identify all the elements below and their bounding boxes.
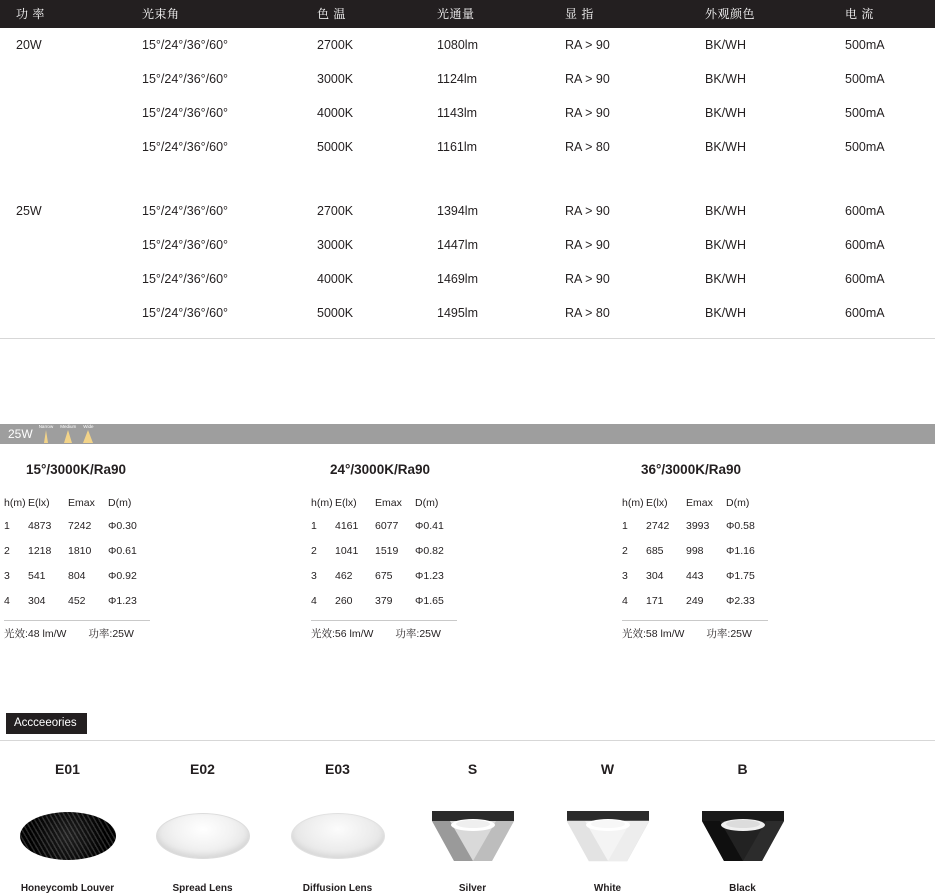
- cell-lumen: 1124lm: [437, 72, 478, 86]
- cell-illuminance: 260: [335, 595, 353, 607]
- table-row: [311, 545, 465, 570]
- cell-angle: 15°/24°/36°/60°: [142, 38, 229, 52]
- cell-diameter: Φ2.33: [726, 595, 755, 607]
- cell-current: 500mA: [845, 38, 885, 52]
- cell-power: [0, 96, 134, 130]
- cell-cct: 5000K: [317, 140, 354, 154]
- narrow-beam-icon: [39, 425, 54, 444]
- cell-angle: 15°/24°/36°/60°: [142, 72, 229, 86]
- header-height: h(m): [311, 497, 333, 509]
- table-row: [622, 520, 776, 545]
- photometric-power-label: 25W: [8, 427, 33, 441]
- cell-color: BK/WH: [705, 306, 746, 320]
- cell-cct: 4000K: [317, 272, 354, 286]
- table-row: [4, 545, 158, 570]
- medium-beam-label: Medium: [60, 423, 77, 429]
- photometric-footer: [4, 620, 150, 641]
- spec-header-row: [0, 0, 935, 28]
- narrow-beam-label: Narrow: [38, 423, 54, 429]
- header-cri: 显 指: [565, 0, 705, 28]
- medium-beam-icon: [60, 425, 76, 444]
- cell-cri: RA > 90: [565, 38, 610, 52]
- cell-power: 20W: [16, 38, 42, 52]
- accessory-label: Spread Lens: [172, 883, 233, 894]
- cell-diameter: Φ1.75: [726, 570, 755, 582]
- cell-illuminance: 462: [335, 570, 353, 582]
- accessory-code: B: [737, 761, 748, 777]
- cell-power: 25W: [16, 204, 42, 218]
- cell-current: 600mA: [845, 238, 885, 252]
- cell-height: 3: [4, 570, 10, 582]
- photometric-section: [0, 424, 935, 641]
- accessory-code: S: [467, 761, 478, 777]
- cell-cct: 2700K: [317, 204, 354, 218]
- cell-emax: 249: [686, 595, 704, 607]
- header-finish-color: 外观颜色: [705, 0, 845, 28]
- beam-icon-group: [39, 425, 94, 444]
- efficacy-value: 光效:58 lm/W: [622, 628, 685, 640]
- cell-emax: 998: [686, 545, 704, 557]
- cell-power: [0, 228, 134, 262]
- cell-emax: 443: [686, 570, 704, 582]
- cell-cct: 2700K: [317, 38, 354, 52]
- table-row: [4, 595, 158, 620]
- power-value: 功率:25W: [395, 628, 441, 640]
- header-power: 功 率: [0, 0, 134, 28]
- photometric-block-24deg: [311, 462, 622, 641]
- header-emax: Emax: [68, 497, 95, 509]
- accessory-label: Silver: [458, 883, 487, 894]
- accessory-item-e03[interactable]: [270, 761, 405, 894]
- cell-diameter: Φ1.23: [108, 595, 137, 607]
- cell-angle: 15°/24°/36°/60°: [142, 140, 229, 154]
- efficacy-value: 光效:56 lm/W: [311, 628, 374, 640]
- header-beam-angle: 光束角: [134, 0, 317, 28]
- photometric-block-36deg: [622, 462, 933, 641]
- cell-diameter: Φ0.82: [415, 545, 444, 557]
- cell-illuminance: 1041: [335, 545, 359, 557]
- cell-illuminance: 171: [646, 595, 664, 607]
- cell-power: [0, 262, 134, 296]
- cell-current: 500mA: [845, 106, 885, 120]
- accessories-title: Accceeories: [6, 713, 87, 734]
- cell-cct: 3000K: [317, 72, 354, 86]
- photometric-footer: [622, 620, 768, 641]
- table-row: [311, 595, 465, 620]
- cell-diameter: Φ0.61: [108, 545, 137, 557]
- accessory-label: Diffusion Lens: [302, 883, 373, 894]
- cell-current: 500mA: [845, 72, 885, 86]
- cell-height: 2: [4, 545, 10, 557]
- photometric-table-header: [622, 497, 776, 520]
- cell-lumen: 1080lm: [437, 38, 478, 52]
- header-luminous-flux: 光通量: [437, 0, 565, 28]
- cell-height: 4: [622, 595, 628, 607]
- cell-cri: RA > 90: [565, 72, 610, 86]
- photometric-table: [4, 497, 158, 620]
- narrow-cone-shape: [44, 430, 48, 443]
- cell-height: 1: [4, 520, 10, 532]
- cell-angle: 15°/24°/36°/60°: [142, 272, 229, 286]
- cell-emax: 379: [375, 595, 393, 607]
- spec-table-divider: [0, 338, 935, 339]
- cell-emax: 452: [68, 595, 86, 607]
- photometric-header-row: [4, 497, 158, 520]
- efficacy-value: 光效:48 lm/W: [4, 628, 67, 640]
- accessory-item-white[interactable]: [540, 761, 675, 894]
- cell-illuminance: 2742: [646, 520, 670, 532]
- cell-color: BK/WH: [705, 204, 746, 218]
- spread-lens-icon: [135, 803, 270, 869]
- header-illuminance: E(lx): [335, 497, 357, 509]
- cell-emax: 675: [375, 570, 393, 582]
- cell-emax: 804: [68, 570, 86, 582]
- cell-color: BK/WH: [705, 72, 746, 86]
- cell-emax: 7242: [68, 520, 92, 532]
- cell-lumen: 1469lm: [437, 272, 478, 286]
- table-row: [0, 96, 935, 130]
- table-row: [0, 228, 935, 262]
- cell-power: [0, 62, 134, 96]
- accessories-section: [0, 713, 935, 894]
- accessory-item-e01[interactable]: [0, 761, 135, 894]
- cell-cri: RA > 80: [565, 306, 610, 320]
- silver-reflector-icon: [405, 803, 540, 869]
- header-height: h(m): [622, 497, 644, 509]
- cell-cct: 5000K: [317, 306, 354, 320]
- cell-illuminance: 1218: [28, 545, 52, 557]
- block-title: 36°/3000K/Ra90: [641, 462, 741, 477]
- cell-angle: 15°/24°/36°/60°: [142, 306, 229, 320]
- cell-diameter: Φ1.16: [726, 545, 755, 557]
- photometric-table: [622, 497, 776, 620]
- cell-emax: 3993: [686, 520, 710, 532]
- cell-height: 2: [622, 545, 628, 557]
- table-row: [0, 28, 935, 62]
- cell-diameter: Φ0.92: [108, 570, 137, 582]
- photometric-blocks: [0, 462, 935, 641]
- wide-beam-label: Wide: [83, 423, 94, 429]
- accessory-label: Honeycomb Louver: [20, 883, 115, 894]
- cell-cri: RA > 90: [565, 204, 610, 218]
- honeycomb-louver-icon: [0, 803, 135, 869]
- photometric-table-header: [311, 497, 465, 520]
- table-row: [0, 296, 935, 330]
- table-row: [0, 130, 935, 164]
- cell-emax: 6077: [375, 520, 399, 532]
- specification-table: [0, 0, 935, 330]
- cell-lumen: 1394lm: [437, 204, 478, 218]
- accessories-grid: [0, 761, 935, 894]
- cell-color: BK/WH: [705, 238, 746, 252]
- spec-table-body: [0, 28, 935, 330]
- cell-illuminance: 304: [646, 570, 664, 582]
- cell-lumen: 1495lm: [437, 306, 478, 320]
- photometric-header-bar: [0, 424, 935, 444]
- cell-color: BK/WH: [705, 140, 746, 154]
- table-row: [622, 545, 776, 570]
- cell-color: BK/WH: [705, 272, 746, 286]
- cell-angle: 15°/24°/36°/60°: [142, 204, 229, 218]
- cell-emax: 1519: [375, 545, 399, 557]
- cell-angle: 15°/24°/36°/60°: [142, 238, 229, 252]
- photometric-header-row: [622, 497, 776, 520]
- photometric-table-body: [4, 520, 158, 620]
- power-value: 功率:25W: [706, 628, 752, 640]
- header-diameter: D(m): [108, 497, 132, 509]
- table-row: [0, 194, 935, 228]
- header-diameter: D(m): [415, 497, 439, 509]
- accessory-code: E01: [55, 761, 80, 777]
- photometric-header-row: [311, 497, 465, 520]
- photometric-table-body: [622, 520, 776, 620]
- cell-illuminance: 541: [28, 570, 46, 582]
- accessory-item-e02[interactable]: [135, 761, 270, 894]
- cell-illuminance: 304: [28, 595, 46, 607]
- cell-power: [0, 130, 134, 164]
- table-row: [311, 520, 465, 545]
- cell-cct: 3000K: [317, 238, 354, 252]
- medium-cone-shape: [64, 430, 72, 443]
- photometric-table: [311, 497, 465, 620]
- white-reflector-icon: [540, 803, 675, 869]
- cell-current: 500mA: [845, 140, 885, 154]
- cell-height: 1: [622, 520, 628, 532]
- cell-height: 2: [311, 545, 317, 557]
- header-illuminance: E(lx): [28, 497, 50, 509]
- photometric-footer: [311, 620, 457, 641]
- cell-diameter: Φ0.30: [108, 520, 137, 532]
- header-height: h(m): [4, 497, 26, 509]
- table-row: [311, 570, 465, 595]
- block-title: 15°/3000K/Ra90: [26, 462, 126, 477]
- spec-table-header: [0, 0, 935, 28]
- cell-illuminance: 4873: [28, 520, 52, 532]
- accessories-divider: [0, 740, 935, 741]
- power-value: 功率:25W: [88, 628, 134, 640]
- cell-color: BK/WH: [705, 106, 746, 120]
- cell-lumen: 1447lm: [437, 238, 478, 252]
- header-diameter: D(m): [726, 497, 750, 509]
- cell-illuminance: 4161: [335, 520, 359, 532]
- accessory-label: Black: [729, 883, 756, 894]
- cell-height: 3: [622, 570, 628, 582]
- cell-height: 1: [311, 520, 317, 532]
- table-row: [0, 62, 935, 96]
- cell-power: [0, 296, 134, 330]
- photometric-block-15deg: [0, 462, 311, 641]
- wide-cone-shape: [83, 430, 93, 443]
- cell-current: 600mA: [845, 306, 885, 320]
- cell-cri: RA > 90: [565, 238, 610, 252]
- table-row: [622, 595, 776, 620]
- table-row: [4, 520, 158, 545]
- cell-current: 600mA: [845, 272, 885, 286]
- cell-diameter: Φ1.23: [415, 570, 444, 582]
- header-emax: Emax: [686, 497, 713, 509]
- cell-lumen: 1143lm: [437, 106, 478, 120]
- table-row: [4, 570, 158, 595]
- cell-current: 600mA: [845, 204, 885, 218]
- cell-height: 4: [4, 595, 10, 607]
- cell-diameter: Φ1.65: [415, 595, 444, 607]
- block-title: 24°/3000K/Ra90: [330, 462, 430, 477]
- accessory-item-silver[interactable]: [405, 761, 540, 894]
- cell-cri: RA > 90: [565, 106, 610, 120]
- cell-emax: 1810: [68, 545, 92, 557]
- cell-cri: RA > 80: [565, 140, 610, 154]
- accessory-item-black[interactable]: [675, 761, 810, 894]
- cell-color: BK/WH: [705, 38, 746, 52]
- header-current: 电 流: [845, 0, 935, 28]
- cell-cri: RA > 90: [565, 272, 610, 286]
- accessory-code: E03: [325, 761, 350, 777]
- cell-diameter: Φ0.58: [726, 520, 755, 532]
- photometric-table-body: [311, 520, 465, 620]
- header-emax: Emax: [375, 497, 402, 509]
- accessory-code: W: [600, 761, 615, 777]
- table-group-spacer: [0, 164, 935, 194]
- cell-lumen: 1161lm: [437, 140, 478, 154]
- cell-angle: 15°/24°/36°/60°: [142, 106, 229, 120]
- cell-cct: 4000K: [317, 106, 354, 120]
- table-row: [622, 570, 776, 595]
- accessory-label: White: [593, 883, 622, 894]
- photometric-table-header: [4, 497, 158, 520]
- cell-height: 3: [311, 570, 317, 582]
- black-reflector-icon: [675, 803, 810, 869]
- cell-illuminance: 685: [646, 545, 664, 557]
- wide-beam-icon: [83, 425, 93, 444]
- header-cct: 色 温: [317, 0, 437, 28]
- table-row: [0, 262, 935, 296]
- diffusion-lens-icon: [270, 803, 405, 869]
- cell-diameter: Φ0.41: [415, 520, 444, 532]
- cell-height: 4: [311, 595, 317, 607]
- header-illuminance: E(lx): [646, 497, 668, 509]
- accessory-code: E02: [190, 761, 215, 777]
